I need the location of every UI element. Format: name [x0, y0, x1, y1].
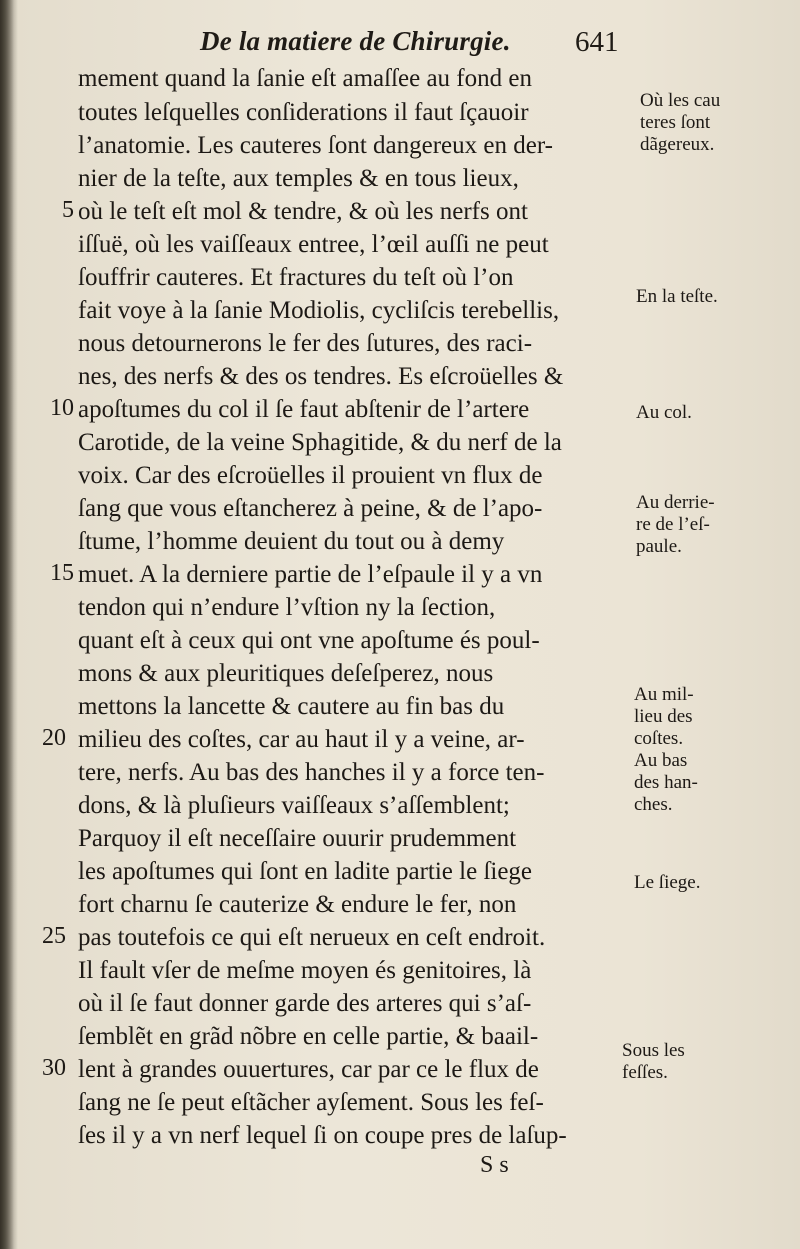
- text-line-27: pas toutefois ce qui eſt nerueux en ceſt endroit.: [78, 924, 546, 951]
- text-line-2: toutes leſquelles conſiderations il faut ſçauoir: [78, 99, 529, 126]
- text-line-17: tendon qui n’endure l’vſtion ny la ſection,: [78, 594, 496, 621]
- text-line-20: mettons la lancette & cautere au fin bas du: [78, 693, 505, 720]
- running-title: De la matiere de Chirurgie.: [200, 26, 511, 56]
- text-line-31: lent à grandes ouuertures, car par ce le flux de: [78, 1056, 539, 1083]
- margin-note-line: feſſes.: [622, 1062, 668, 1083]
- margin-note-line: Où les cau: [640, 90, 721, 111]
- text-line-19: mons & aux pleuritiques deſeſperez, nous: [78, 660, 494, 687]
- binding-shadow: [0, 0, 18, 1249]
- text-line-5: où le teſt eſt mol & tendre, & où les nerfs ont: [78, 198, 528, 225]
- margin-note-line: Le ſiege.: [634, 872, 701, 893]
- text-line-30: ſemblẽt en grãd nõbre en celle partie, & baail-: [78, 1023, 539, 1050]
- margin-note-teste: [636, 286, 718, 308]
- margin-note-line: Au col.: [636, 402, 692, 423]
- text-line-9: nous detournerons le fer des ſutures, des raci-: [78, 330, 533, 357]
- text-line-10: nes, des nerfs & des os tendres. Es eſcroüelles &: [78, 363, 564, 390]
- page-number: 641: [575, 26, 619, 58]
- text-line-16: muet. A la derniere partie de l’eſpaule il y a vn: [78, 561, 543, 588]
- text-line-3: l’anatomie. Les cauteres ſont dangereux en der-: [78, 132, 553, 159]
- text-line-28: Il fault vſer de meſme moyen és genitoires, là: [78, 957, 532, 984]
- text-line-22: tere, nerfs. Au bas des hanches il y a force ten-: [78, 759, 545, 786]
- signature-mark: S s: [480, 1152, 509, 1178]
- margin-note-line: En la teſte.: [636, 286, 718, 307]
- margin-note-line: ches.: [634, 794, 673, 815]
- text-line-24: Parquoy il eſt neceſſaire ouurir prudemment: [78, 825, 517, 852]
- margin-note-siege: [634, 872, 700, 894]
- margin-note-cauteres: [640, 90, 720, 156]
- margin-note-line: coſtes.: [634, 728, 684, 749]
- text-line-11: apoſtumes du col il ſe faut abſtenir de l’artere: [78, 396, 530, 423]
- line-number-5: 5: [62, 197, 74, 223]
- margin-note-line: re de l’eſ-: [636, 514, 710, 535]
- text-line-6: iſſuë, où les vaiſſeaux entree, l’œil auſſi ne peut: [78, 231, 549, 258]
- line-number-15: 15: [50, 560, 74, 586]
- margin-note-costes-hanches: [634, 684, 698, 816]
- line-number-25: 25: [42, 923, 66, 949]
- margin-note-line: Au mil-: [634, 684, 694, 705]
- text-line-26: fort charnu ſe cauterize & endure le fer, non: [78, 891, 517, 918]
- text-line-14: ſang que vous eſtancherez à peine, & de l’apo-: [78, 495, 543, 522]
- margin-note-line: Au bas: [634, 750, 688, 771]
- text-line-18: quant eſt à ceux qui ont vne apoſtume és poul-: [78, 627, 540, 654]
- text-line-1: mement quand la ſanie eſt amaſſee au fond en: [78, 65, 532, 92]
- text-line-13: voix. Car des eſcroüelles il prouient vn flux de: [78, 462, 543, 489]
- line-number-30: 30: [42, 1055, 66, 1081]
- margin-note-fesses: [622, 1040, 685, 1084]
- text-line-29: où il ſe faut donner garde des arteres qui s’aſ-: [78, 990, 532, 1017]
- text-line-23: dons, & là pluſieurs vaiſſeaux s’aſſemblent;: [78, 792, 510, 819]
- margin-note-espaule: [636, 492, 715, 558]
- line-number-20: 20: [42, 725, 66, 751]
- margin-note-line: teres ſont: [640, 112, 711, 133]
- margin-note-line: des han-: [634, 772, 698, 793]
- text-line-25: les apoſtumes qui ſont en ladite partie le ſiege: [78, 858, 533, 885]
- text-line-12: Carotide, de la veine Sphagitide, & du nerf de la: [78, 429, 562, 456]
- text-line-33: ſes il y a vn nerf lequel ſi on coupe pres de laſup-: [78, 1122, 567, 1149]
- text-line-21: milieu des coſtes, car au haut il y a veine, ar-: [78, 726, 525, 753]
- text-line-15: ſtume, l’homme deuient du tout ou à demy: [78, 528, 505, 555]
- margin-note-line: paule.: [636, 536, 682, 557]
- text-line-7: ſouffrir cauteres. Et fractures du teſt où l’on: [78, 264, 514, 291]
- text-line-4: nier de la teſte, aux temples & en tous lieux,: [78, 165, 519, 192]
- margin-note-line: lieu des: [634, 706, 693, 727]
- line-number-10: 10: [50, 395, 74, 421]
- margin-note-line: Au derrie-: [636, 492, 715, 513]
- margin-note-line: Sous les: [622, 1040, 685, 1061]
- text-line-8: fait voye à la ſanie Modiolis, cycliſcis terebellis,: [78, 297, 560, 324]
- text-line-32: ſang ne ſe peut eſtãcher ayſement. Sous les feſ-: [78, 1089, 544, 1116]
- margin-note-line: dãgereux.: [640, 134, 715, 155]
- margin-note-col: [636, 402, 692, 424]
